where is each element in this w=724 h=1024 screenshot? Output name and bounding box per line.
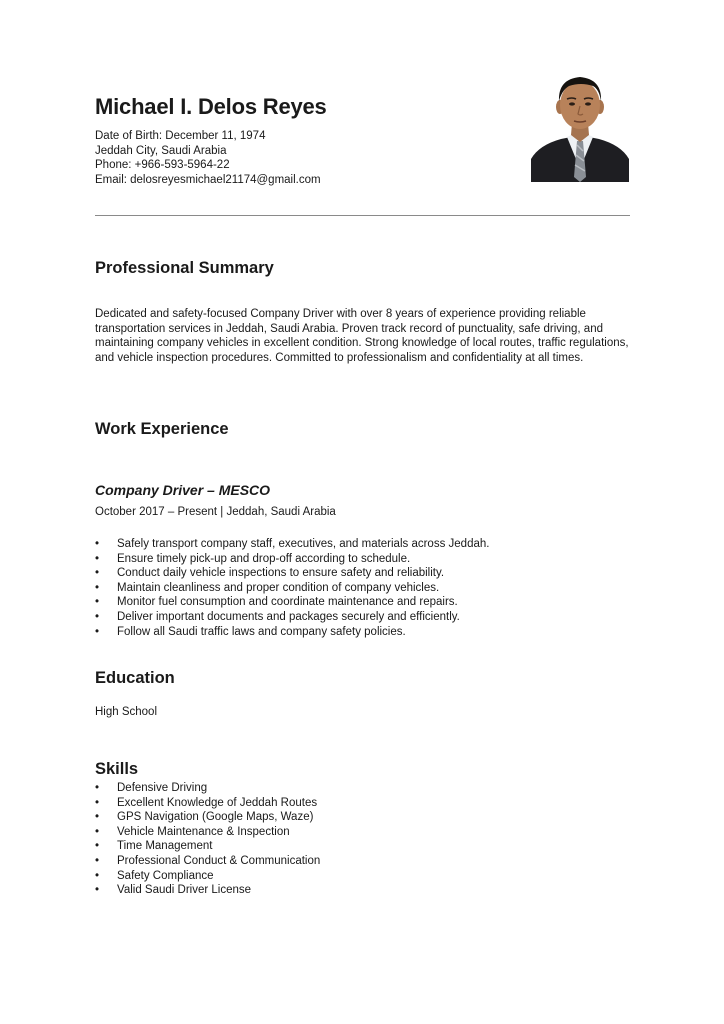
experience-heading: Work Experience xyxy=(95,420,229,438)
list-item: • Conduct daily vehicle inspections to ensure safety and reliability. xyxy=(95,567,445,580)
duties-list xyxy=(95,537,635,639)
profile-photo xyxy=(531,71,629,182)
bullet-icon: • xyxy=(95,869,100,882)
bullet-icon: • xyxy=(95,581,100,594)
list-item: • Safely transport company staff, executives, and materials across Jeddah. xyxy=(95,538,490,550)
location: Jeddah City, Saudi Arabia xyxy=(95,144,227,157)
list-item: • Maintain cleanliness and proper condition of company vehicles. xyxy=(95,581,440,594)
bullet-icon: • xyxy=(95,567,100,580)
bullet-icon: • xyxy=(95,811,100,824)
list-item: • Valid Saudi Driver License xyxy=(95,884,252,897)
education-text: High School xyxy=(95,706,158,718)
list-item: • Deliver important documents and packages securely and efficiently. xyxy=(95,610,460,623)
phone: Phone: +966-593-5964-22 xyxy=(95,159,230,172)
bullet-icon: • xyxy=(95,782,100,794)
bullet-icon: • xyxy=(95,884,100,897)
list-item: • Vehicle Maintenance & Inspection xyxy=(95,825,290,838)
bullet-icon: • xyxy=(95,610,100,623)
bullet-icon: • xyxy=(95,796,100,809)
bullet-icon: • xyxy=(95,840,100,853)
list-item: • Ensure timely pick-up and drop-off according to schedule. xyxy=(95,552,411,565)
resume-name: Michael I. Delos Reyes xyxy=(95,94,327,119)
bullet-icon: • xyxy=(95,538,100,550)
job-meta: October 2017 – Present | Jeddah, Saudi Arabia xyxy=(95,506,336,518)
bullet-icon: • xyxy=(95,552,100,565)
summary-text: Dedicated and safety-focused Company Driver with over 8 years of experience providing reliable transportation services in Jeddah, Saudi Arabia. Proven track record of punctuality, safe driving, and maintaining company vehicles in excellent condition. Strong knowledge of local routes, traffic regulations, and vehicle inspection procedures. Committed to professionalism and confidentiality at all times. xyxy=(95,308,629,364)
list-item: • GPS Navigation (Google Maps, Waze) xyxy=(95,811,314,824)
list-item: • Professional Conduct & Communication xyxy=(95,854,321,867)
list-item: • Excellent Knowledge of Jeddah Routes xyxy=(95,796,318,809)
job-title: Company Driver – MESCO xyxy=(95,482,271,498)
skills-list xyxy=(95,781,635,898)
list-item: • Safety Compliance xyxy=(95,869,214,882)
list-item: • Time Management xyxy=(95,840,213,853)
profile-photo-icon xyxy=(531,71,629,182)
bullet-icon: • xyxy=(95,625,100,638)
list-item: • Monitor fuel consumption and coordinate maintenance and repairs. xyxy=(95,596,458,609)
email: Email: delosreyesmichael21174@gmail.com xyxy=(95,173,321,186)
bullet-icon: • xyxy=(95,854,100,867)
skills-heading: Skills xyxy=(95,760,139,778)
header-divider xyxy=(95,215,630,216)
date-of-birth: Date of Birth: December 11, 1974 xyxy=(95,130,266,142)
bullet-icon: • xyxy=(95,596,100,609)
contact-info xyxy=(95,129,321,187)
bullet-icon: • xyxy=(95,825,100,838)
education-heading: Education xyxy=(95,669,175,687)
list-item: • Defensive Driving xyxy=(95,782,208,794)
list-item: • Follow all Saudi traffic laws and company safety policies. xyxy=(95,625,406,638)
summary-heading: Professional Summary xyxy=(95,259,274,277)
